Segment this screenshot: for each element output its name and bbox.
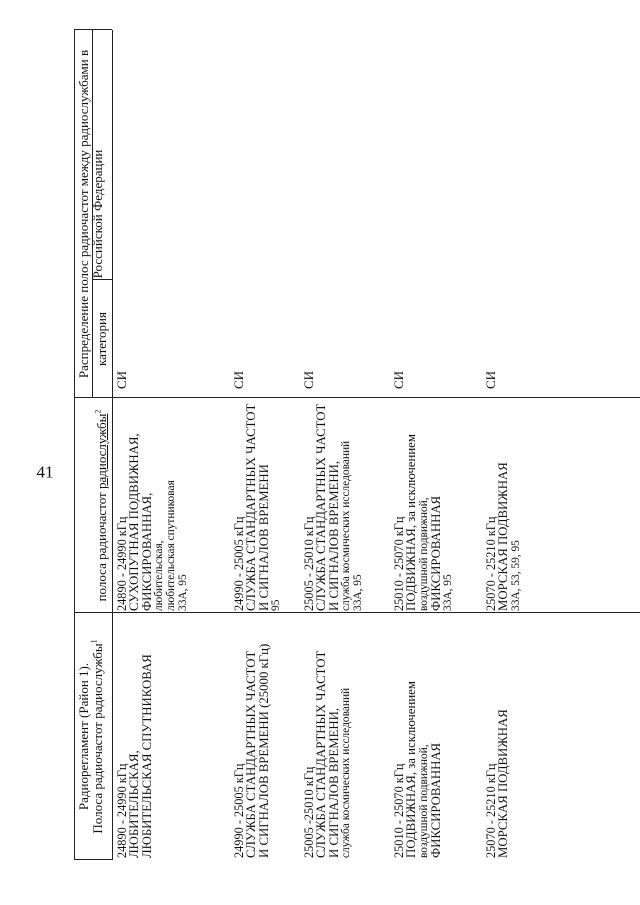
table-top-border xyxy=(74,30,75,860)
row-2-right: 24990 - 25005 кГц СЛУЖБА СТАНДАРТНЫХ ЧАСТОТ И СИГНАЛОВ ВРЕМЕНИ 95 xyxy=(232,403,282,611)
row-3-left: 25005 -25010 кГц СЛУЖБА СТАНДАРТНЫХ ЧАСТОТ И СИГНАЛОВ ВРЕМЕНИ, служба космических исследований xyxy=(302,650,352,858)
page-number: 41 xyxy=(36,462,54,482)
header-left-title: Радиорегламент (Район 1). xyxy=(76,662,91,811)
header-right-col2: категория xyxy=(94,312,109,366)
header-right-col1: полоса радиочастот радиослужбы$^2$ xyxy=(93,409,109,602)
column-divider-1 xyxy=(74,612,640,613)
row-5-right: 25070 - 25210 кГц МОРСКАЯ ПОДВИЖНАЯ 33А, 53, 59, 95 xyxy=(484,462,522,611)
row-5-left: 25070 - 25210 кГц МОРСКАЯ ПОДВИЖНАЯ xyxy=(484,709,511,858)
header-left-subtitle: Полоса радиочастот радиослужбы$^1$ xyxy=(89,639,105,834)
row-1-category: СИ xyxy=(114,370,129,389)
column-divider-2 xyxy=(74,397,640,398)
row-5-category: СИ xyxy=(483,370,498,389)
row-4-right: 25010 - 25070 кГц ПОДВИЖНАЯ, за исключением воздушной подвижной, ФИКСИРОВАННАЯ 33А, 95 xyxy=(392,434,455,611)
header-bottom-border xyxy=(112,30,113,860)
header-right-title: Распределение полос радиочастот между радиослужбами в Российской Федерации xyxy=(76,49,105,379)
row-3-category: СИ xyxy=(301,370,316,389)
row-2-category: СИ xyxy=(231,370,246,389)
header-left xyxy=(77,613,105,860)
row-2-left: 24990 - 25005 кГц СЛУЖБА СТАНДАРТНЫХ ЧАСТОТ И СИГНАЛОВ ВРЕМЕНИ (25000 кГц) xyxy=(232,643,271,858)
row-4-category: СИ xyxy=(391,370,406,389)
row-1-left: 24890 - 24990 кГц ЛЮБИТЕЛЬСКАЯ, ЛЮБИТЕЛЬСКАЯ СПУТНИКОВАЯ xyxy=(115,654,154,858)
row-4-left: 25010 - 25070 кГц ПОДВИЖНАЯ, за исключением воздушной подвижной, ФИКСИРОВАННАЯ xyxy=(392,681,443,858)
row-3-right: 25005 - 25010 кГц СЛУЖБА СТАНДАРТНЫХ ЧАСТОТ И СИГНАЛОВ ВРЕМЕНИ, служба космических исследований 33А, 95 xyxy=(302,403,365,611)
row-1-right: 24890 - 24990 кГц СУХОПУТНАЯ ПОДВИЖНАЯ, ФИКСИРОВАННАЯ, любительская, любительская спутниковая 33А, 95 xyxy=(115,433,190,611)
